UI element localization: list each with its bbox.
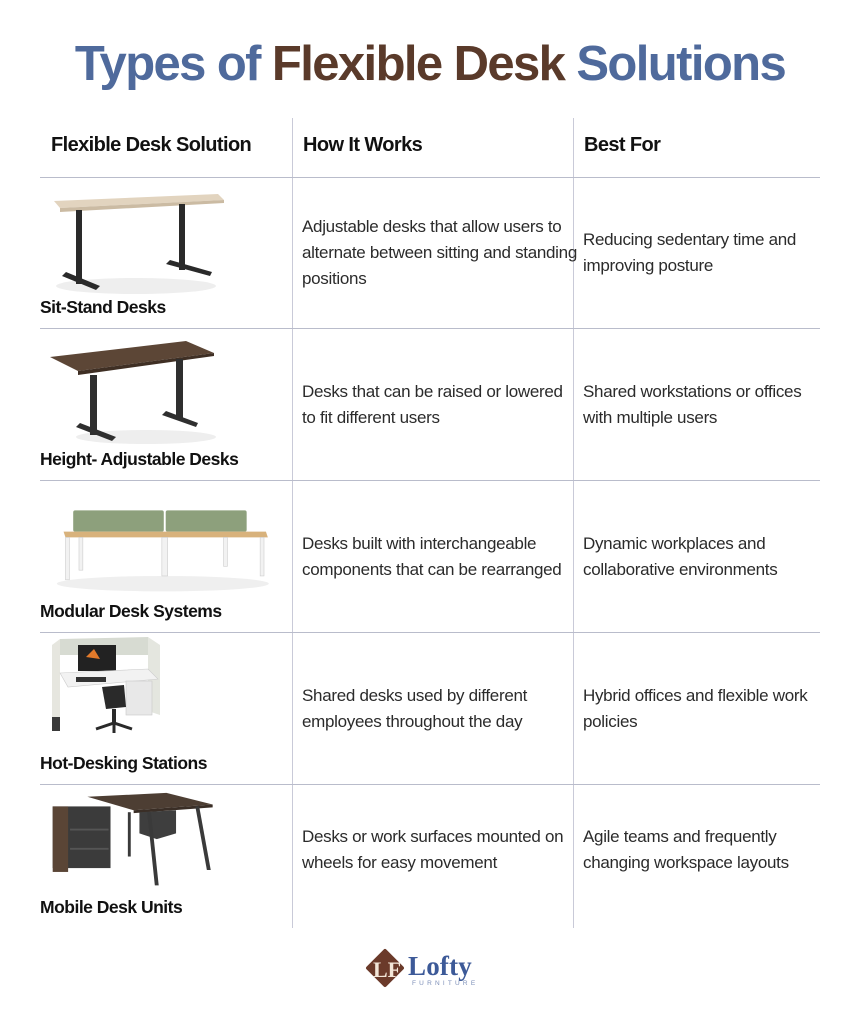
how-it-works-text: Desks that can be raised or lowered to fit different users — [302, 381, 563, 427]
hot-desking-station-image — [48, 635, 168, 745]
header-how-it-works: How It Works — [303, 134, 423, 156]
solution-name: Sit-Stand Desks — [40, 297, 166, 317]
solution-cell — [40, 785, 292, 928]
title-part-3: Solutions — [564, 37, 786, 91]
solution-cell — [40, 481, 292, 632]
header-solution: Flexible Desk Solution — [51, 134, 252, 156]
solution-name: Height- Adjustable Desks — [40, 449, 239, 469]
best-for-text: Hybrid offices and flexible work policies — [583, 685, 808, 731]
comparison-table — [40, 118, 820, 928]
best-for-text: Agile teams and frequently changing workspace layouts — [583, 827, 789, 872]
how-it-works-text: Desks built with interchangeable components that can be rearranged — [302, 533, 562, 579]
lofty-furniture-logo — [368, 951, 498, 993]
table-row — [40, 329, 820, 480]
header-best-for: Best For — [584, 134, 661, 156]
table-row — [40, 178, 820, 328]
table-row — [40, 633, 820, 784]
how-it-works-text: Shared desks used by different employees throughout the day — [302, 685, 528, 731]
logo-wordmark: Lofty — [408, 951, 472, 981]
best-for-text: Shared workstations or offices with multiple users — [583, 381, 802, 427]
solution-name: Hot-Desking Stations — [40, 753, 207, 773]
page-title — [0, 34, 860, 94]
title-part-2: Flexible Desk — [271, 37, 565, 91]
sit-stand-desk-image — [46, 186, 226, 296]
how-it-works-text: Desks or work surfaces mounted on wheels for easy movement — [302, 827, 564, 872]
solution-name: Modular Desk Systems — [40, 601, 222, 621]
title-part-1: Types of — [74, 37, 272, 91]
height-adjustable-desk-image — [46, 337, 226, 447]
how-it-works-text: Adjustable desks that allow users to alternate between sitting and standing positions — [302, 217, 577, 288]
solution-cell — [40, 329, 292, 480]
solution-cell — [40, 633, 292, 784]
logo-monogram: LF — [372, 957, 402, 982]
modular-desk-system-image — [42, 495, 274, 601]
solution-name: Mobile Desk Units — [40, 897, 183, 917]
solution-cell — [40, 178, 292, 328]
mobile-desk-unit-image — [50, 791, 225, 897]
best-for-text: Dynamic workplaces and collaborative environments — [583, 533, 778, 579]
table-row — [40, 785, 820, 928]
table-row — [40, 481, 820, 632]
best-for-text: Reducing sedentary time and improving posture — [583, 230, 797, 275]
logo-subtitle: FURNITURE — [412, 980, 479, 987]
